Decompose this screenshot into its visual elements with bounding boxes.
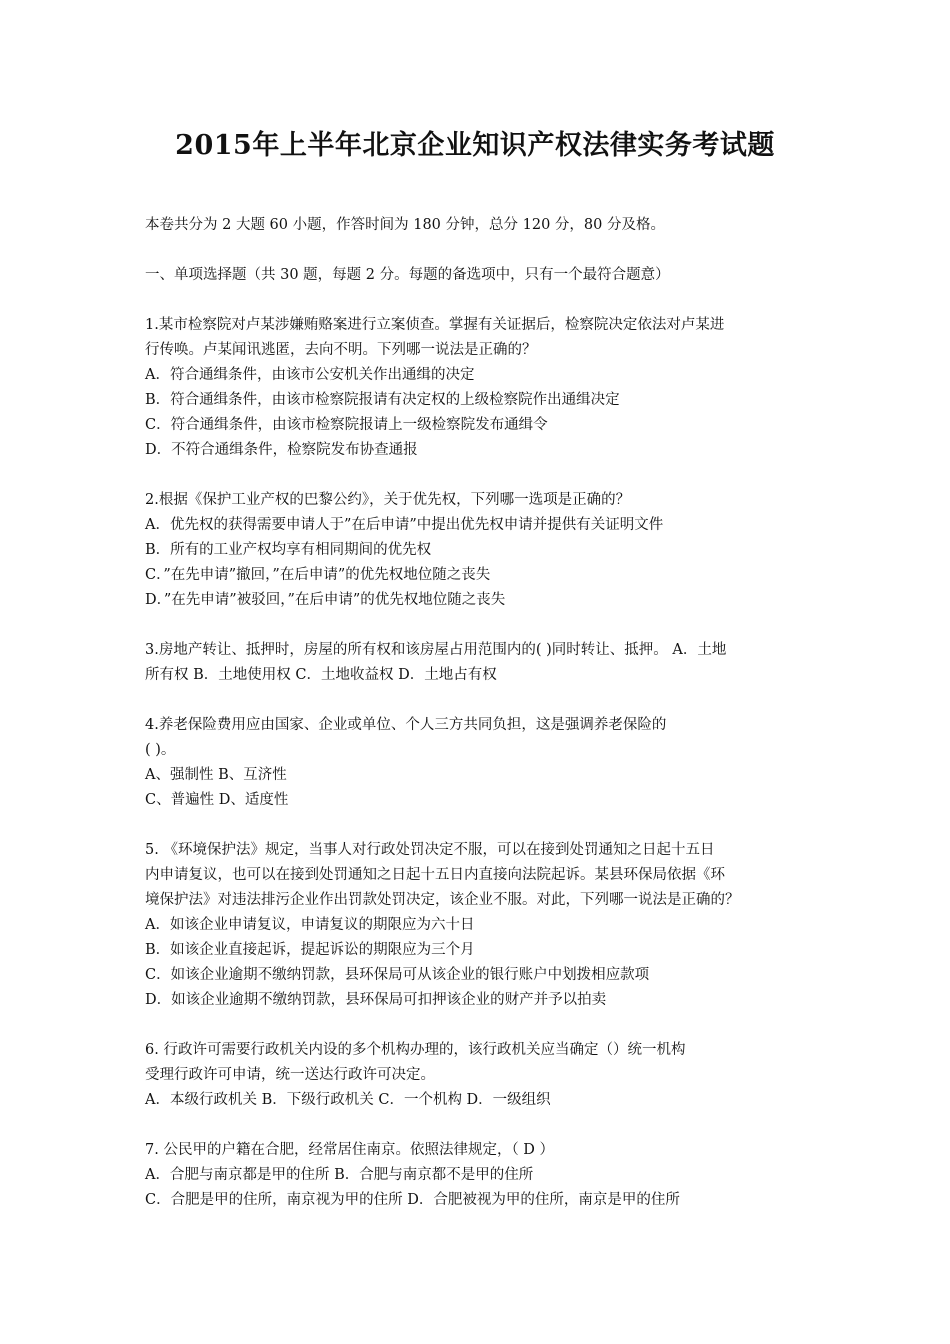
options-line: A．本级行政机关 B．下级行政机关 C．一个机构 D．一级组织 [145,1092,551,1108]
question-3 [145,638,825,688]
question-5 [145,838,825,1013]
question-line: 2.根据《保护工业产权的巴黎公约》，关于优先权，下列哪一选项是正确的？ [145,492,631,508]
question-7 [145,1138,825,1213]
option-a: A．符合通缉条件，由该市公安机关作出通缉的决定 [145,367,475,383]
option-b: B．如该企业直接起诉，提起诉讼的期限应为三个月 [145,942,475,958]
option-c: C．”在先申请”撤回，”在后申请”的优先权地位随之丧失 [145,567,491,583]
section-heading: 一、单项选择题（共 30 题，每题 2 分。每题的备选项中，只有一个最符合题意） [145,267,670,283]
question-1 [145,313,825,463]
option-d: D．不符合通缉条件，检察院发布协查通报 [145,442,418,458]
option-a: A．优先权的获得需要申请人于”在后申请”中提出优先权申请并提供有关证明文件 [145,517,664,533]
document-title: 2015年上半年北京企业知识产权法律实务考试题 [175,130,775,161]
question-2 [145,488,825,613]
option-a: A．如该企业申请复议，申请复议的期限应为六十日 [145,917,475,933]
option-d: D．如该企业逾期不缴纳罚款，县环保局可扣押该企业的财产并予以拍卖 [145,992,607,1008]
options-cd: C、普遍性 D、适度性 [145,792,289,808]
question-line: 受理行政许可申请，统一送达行政许可决定。 [145,1067,435,1083]
option-b: B．所有的工业产权均享有相同期间的优先权 [145,542,432,558]
options-ab: A、强制性 B、互济性 [145,767,287,783]
question-line: 3.房地产转让、抵押时，房屋的所有权和该房屋占用范围内的( )同时转让、抵押。 A．土地 [145,642,727,658]
question-line: 行传唤。卢某闻讯逃匿，去向不明。下列哪一说法是正确的？ [145,342,537,358]
exam-intro: 本卷共分为 2 大题 60 小题，作答时间为 180 分钟，总分 120 分，80 分及格。 [145,217,665,233]
options-ab: A．合肥与南京都是甲的住所 B．合肥与南京都不是甲的住所 [145,1167,534,1183]
question-line: 6. 行政许可需要行政机关内设的多个机构办理的，该行政机关应当确定（）统一机构 [145,1042,686,1058]
options-cd: C．合肥是甲的住所，南京视为甲的住所 D．合肥被视为甲的住所，南京是甲的住所 [145,1192,680,1208]
question-line: 5. 《环境保护法》规定，当事人对行政处罚决定不服，可以在接到处罚通知之日起十五日 [145,842,715,858]
option-b: B．符合通缉条件，由该市检察院报请有决定权的上级检察院作出通缉决定 [145,392,620,408]
option-c: C．符合通缉条件，由该市检察院报请上一级检察院发布通缉令 [145,417,548,433]
question-line: 4.养老保险费用应由国家、企业或单位、个人三方共同负担，这是强调养老保险的 [145,717,667,733]
question-line: 所有权 B．土地使用权 C．土地收益权 D．土地占有权 [145,667,497,683]
option-c: C．如该企业逾期不缴纳罚款，县环保局可从该企业的银行账户中划拨相应款项 [145,967,650,983]
question-line: 1.某市检察院对卢某涉嫌贿赂案进行立案侦查。掌握有关证据后，检察院决定依法对卢某进 [145,317,725,333]
question-6 [145,1038,825,1113]
document-body [145,213,825,1213]
question-line: 7. 公民甲的户籍在合肥，经常居住南京。依照法律规定，（ D ） [145,1142,555,1158]
question-line: 内申请复议，也可以在接到处罚通知之日起十五日内直接向法院起诉。某县环保局依据《环 [145,867,725,883]
option-d: D．”在先申请”被驳回，”在后申请”的优先权地位随之丧失 [145,592,506,608]
question-4 [145,713,825,813]
question-line: 境保护法》对违法排污企业作出罚款处罚决定，该企业不服。对此，下列哪一说法是正确的？ [145,892,740,908]
question-line: ( )。 [145,742,176,758]
